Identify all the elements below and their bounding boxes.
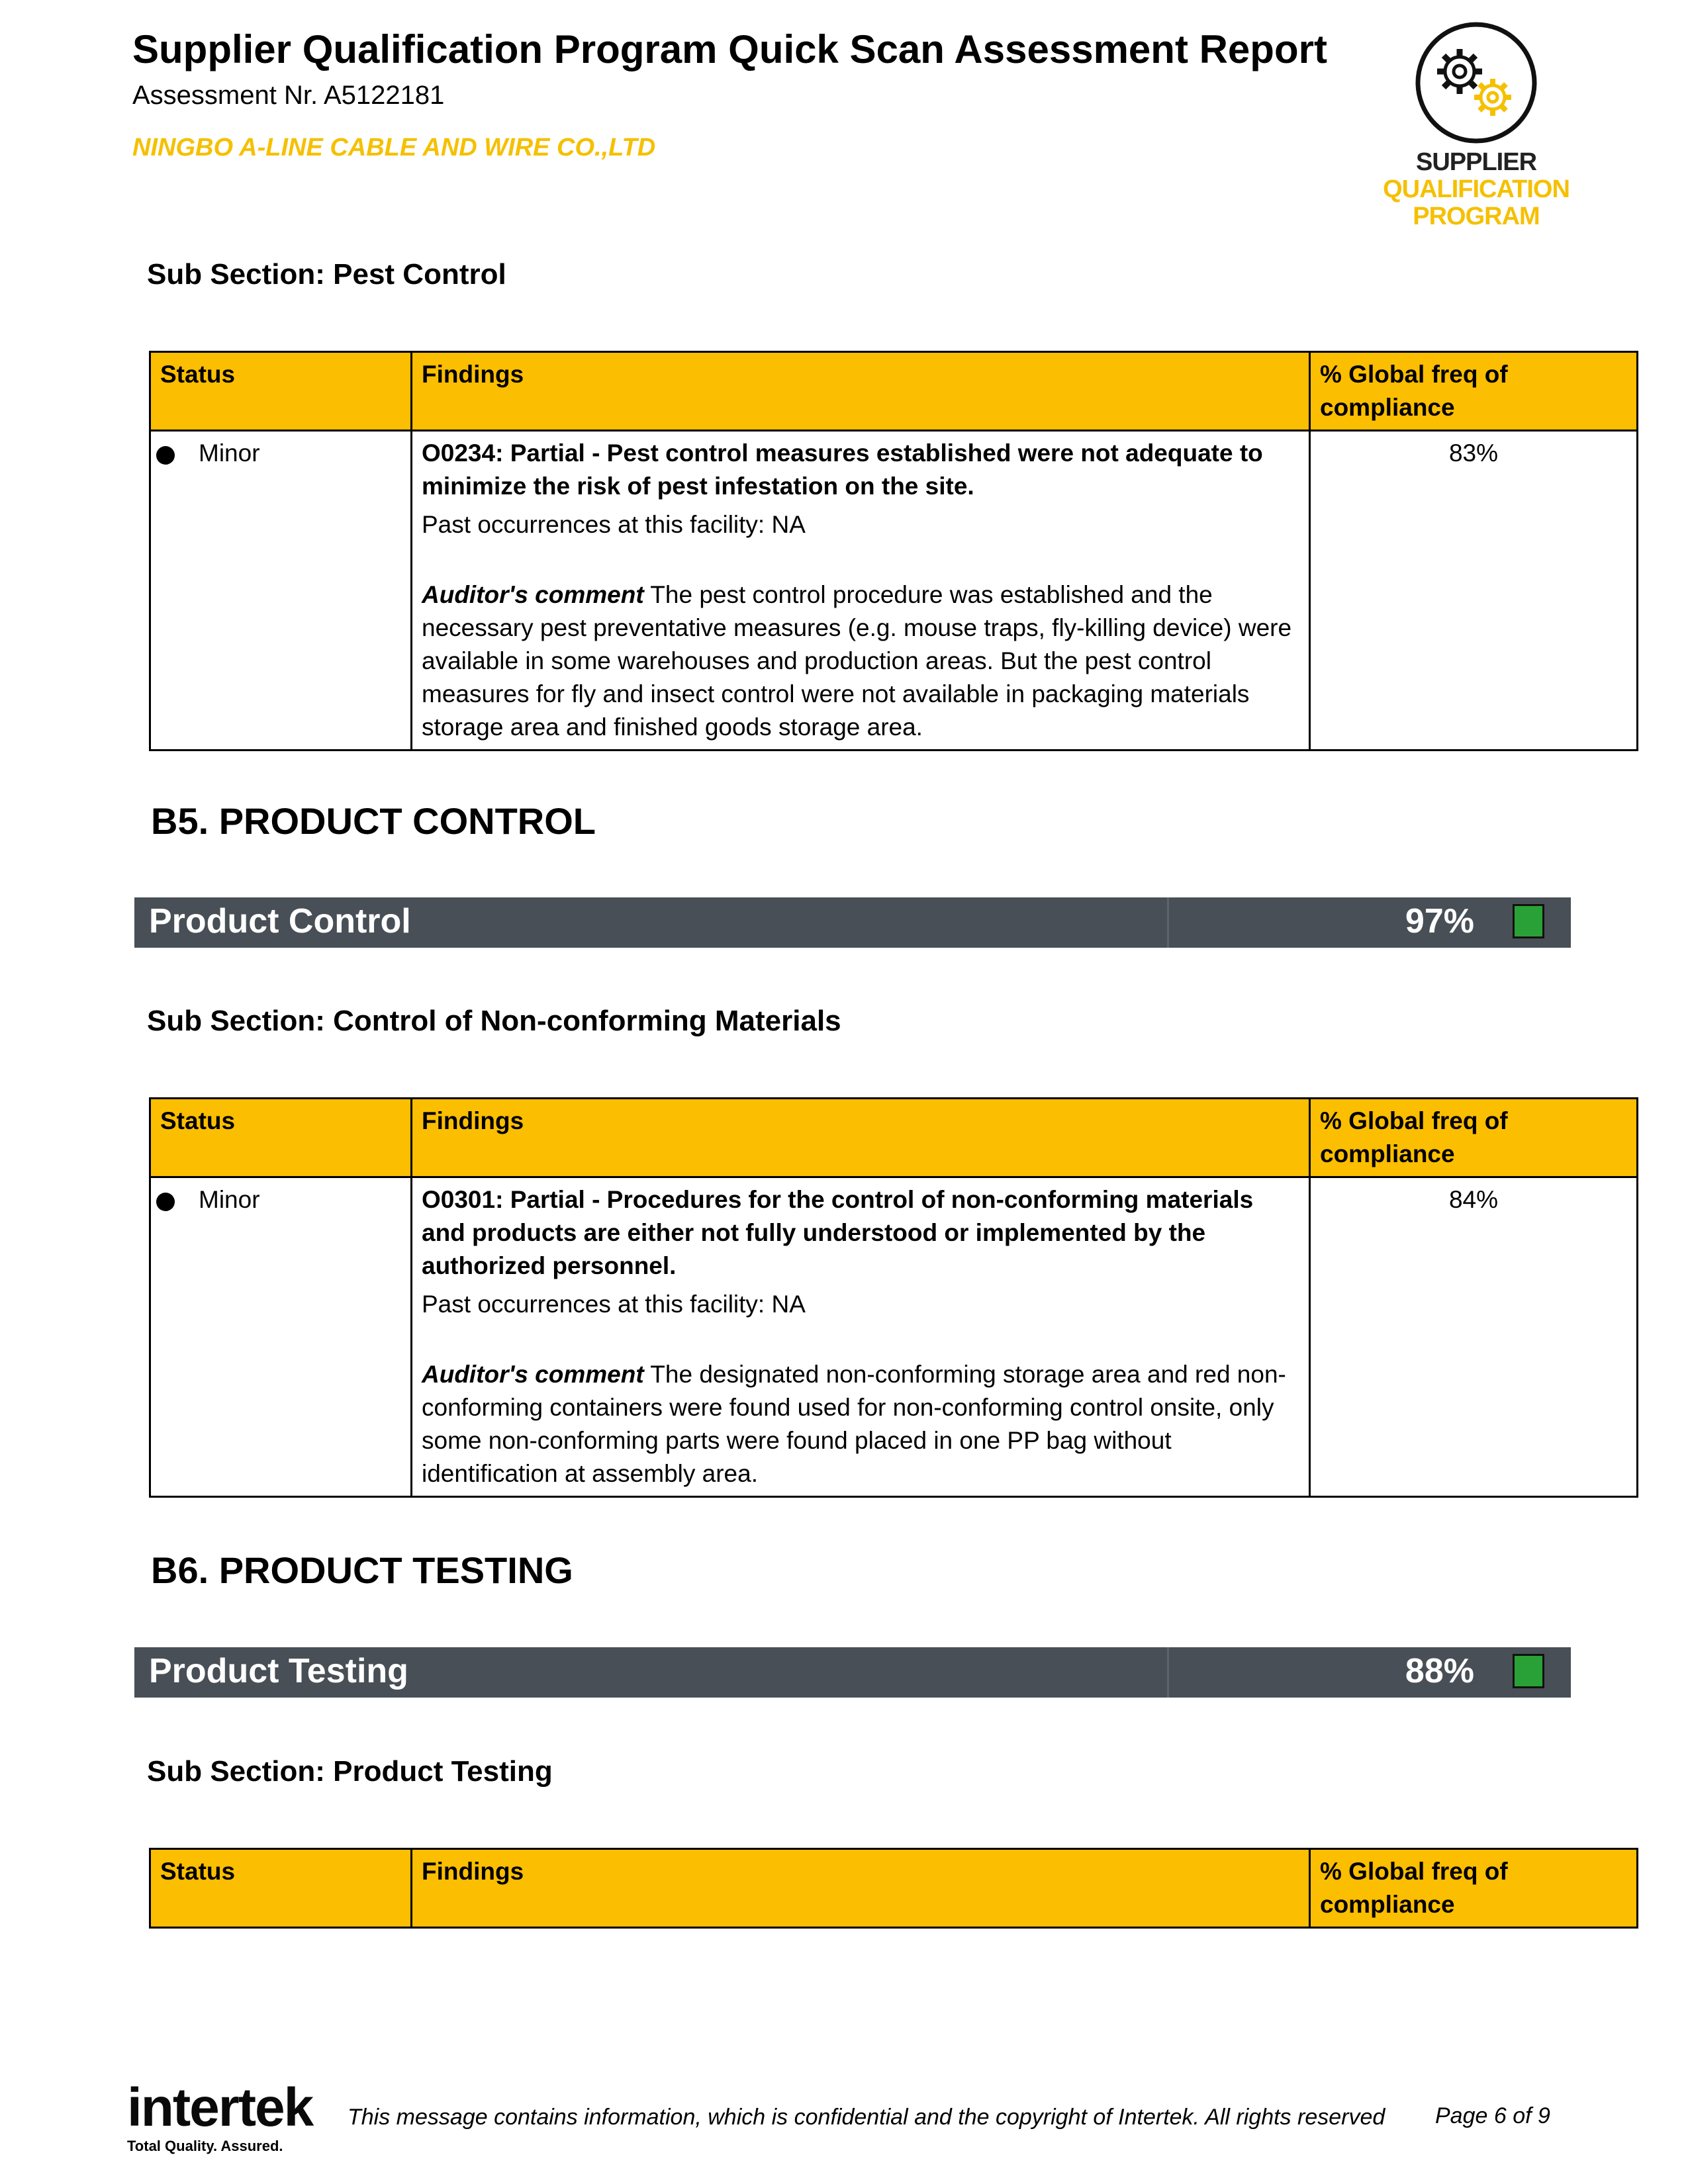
comment-text: The pest control procedure was established and the necessary pest preventative measures (e.g. mouse traps, fly-killing device) were available in some warehouses and production areas. But the pest control measures for fly and insect control were not available in packaging materials storage area and finished goods storage area.: [422, 581, 1292, 741]
findings-cell: [412, 431, 1310, 751]
status-cell: [150, 431, 412, 751]
score-bar-label: Product Testing: [149, 1652, 408, 1690]
intertek-wordmark: intertek: [127, 2077, 313, 2138]
section-heading-b6: B6. PRODUCT TESTING: [151, 1549, 573, 1591]
bullet-icon: [156, 446, 175, 465]
confidentiality-notice: This message contains information, which is confidential and the copyright of Intertek. All rights reserved: [348, 2105, 1385, 2130]
freq-value: 83%: [1310, 431, 1638, 751]
comment-label: Auditor's comment: [422, 581, 644, 608]
table-header-row: [150, 1849, 1638, 1928]
sqp-logo: [1377, 20, 1575, 238]
score-bar-percent: 88%: [1405, 1652, 1474, 1690]
pest-control-table: [149, 351, 1638, 751]
status-value: Minor: [199, 1186, 260, 1213]
assessment-number: Assessment Nr. A5122181: [132, 81, 445, 110]
status-indicator: [1513, 904, 1544, 938]
header-findings: Findings: [412, 1849, 1310, 1928]
status-value: Minor: [199, 439, 260, 467]
logo-text-supplier: SUPPLIER: [1415, 148, 1537, 176]
page-number: Page 6 of 9: [1435, 2103, 1550, 2128]
comment-label: Auditor's comment: [422, 1361, 644, 1388]
finding-text: O0234: Partial - Pest control measures established were not adequate to minimize the risk of pest infestation on the site.: [422, 439, 1263, 500]
header-freq: % Global freq of compliance: [1310, 352, 1638, 431]
table-row: [150, 1177, 1638, 1497]
status-indicator: [1513, 1654, 1544, 1688]
auditor-comment: [422, 1358, 1299, 1490]
logo-text-program: PROGRAM: [1413, 203, 1540, 230]
score-bar-percent: 97%: [1405, 902, 1474, 940]
gears-icon: [1377, 20, 1575, 146]
subsection-pest-control: Sub Section: Pest Control: [147, 258, 506, 291]
subsection-product-testing: Sub Section: Product Testing: [147, 1755, 553, 1788]
score-bar-product-control: [134, 897, 1571, 948]
nonconforming-table: [149, 1097, 1638, 1498]
comment-text: The designated non-conforming storage area and red non-conforming containers were found used for non-conforming control onsite, only some non-conforming parts were found placed in one PP bag without identification at assembly area.: [422, 1361, 1286, 1487]
table-header-row: [150, 352, 1638, 431]
freq-value: 84%: [1310, 1177, 1638, 1497]
header-freq: % Global freq of compliance: [1310, 1099, 1638, 1177]
status-cell: [150, 1177, 412, 1497]
table-header-row: [150, 1099, 1638, 1177]
logo-text-qualification: QUALIFICATION: [1383, 175, 1570, 203]
auditor-comment: [422, 578, 1299, 744]
product-testing-table: [149, 1848, 1638, 1929]
header-findings: Findings: [412, 352, 1310, 431]
score-bar-label: Product Control: [149, 902, 411, 940]
past-occurrences: Past occurrences at this facility: NA: [422, 511, 806, 538]
past-occurrences: Past occurrences at this facility: NA: [422, 1291, 806, 1318]
intertek-tagline: Total Quality. Assured.: [127, 2138, 283, 2154]
header-status: Status: [150, 1099, 412, 1177]
company-name: NINGBO A-LINE CABLE AND WIRE CO.,LTD: [132, 134, 656, 161]
header-freq: % Global freq of compliance: [1310, 1849, 1638, 1928]
subsection-nonconforming: Sub Section: Control of Non-conforming Materials: [147, 1005, 841, 1037]
report-title: Supplier Qualification Program Quick Scan Assessment Report: [132, 27, 1327, 71]
score-bar-divider: [1167, 1647, 1169, 1698]
findings-cell: [412, 1177, 1310, 1497]
header-status: Status: [150, 352, 412, 431]
score-bar-divider: [1167, 897, 1169, 948]
header-status: Status: [150, 1849, 412, 1928]
header-findings: Findings: [412, 1099, 1310, 1177]
finding-text: O0301: Partial - Procedures for the control of non-conforming materials and products are either not fully understood or implemented by the authorized personnel.: [422, 1186, 1254, 1279]
intertek-logo: [127, 2077, 313, 2155]
section-heading-b5: B5. PRODUCT CONTROL: [151, 800, 596, 842]
table-row: [150, 431, 1638, 751]
score-bar-product-testing: [134, 1647, 1571, 1698]
bullet-icon: [156, 1193, 175, 1211]
